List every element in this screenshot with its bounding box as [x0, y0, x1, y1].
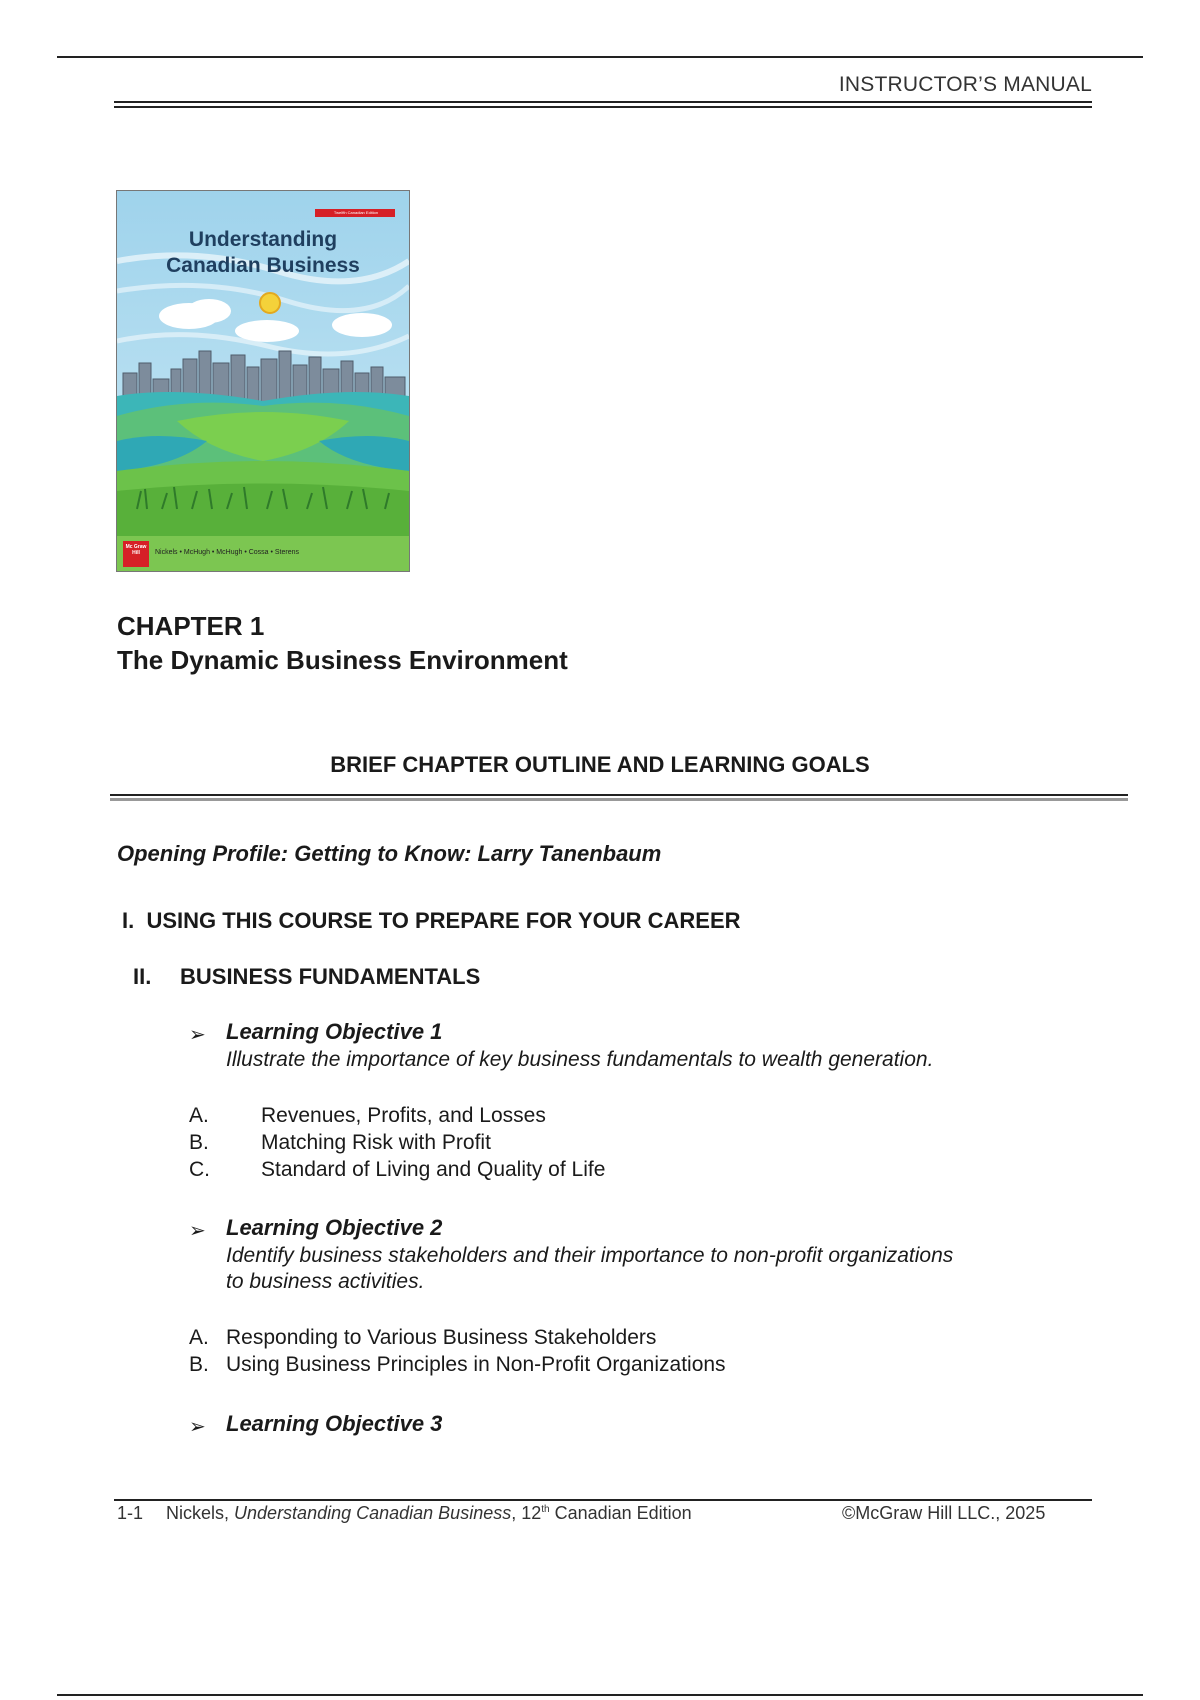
lo2-label: Learning Objective 2 — [226, 1215, 443, 1240]
lo1-item-a-letter: A. — [189, 1104, 209, 1127]
footer-edition-text: Canadian Edition — [549, 1503, 692, 1523]
opening-profile: Opening Profile: Getting to Know: Larry Tanenbaum — [117, 841, 662, 866]
lo1-item-c-text: Standard of Living and Quality of Life — [261, 1158, 606, 1181]
top-rule — [57, 56, 1143, 58]
outline-rule-bottom — [110, 798, 1128, 801]
bottom-rule — [57, 1694, 1143, 1696]
lo1-item-b-text: Matching Risk with Profit — [261, 1131, 491, 1154]
footer-citation — [166, 1503, 692, 1524]
lo1-arrow-icon: ➢ — [189, 1024, 206, 1046]
footer-page-number: 1-1 — [117, 1503, 144, 1523]
footer-edition-number: , 12 — [511, 1503, 542, 1523]
section-1-heading: I. USING THIS COURSE TO PREPARE FOR YOUR CAREER — [122, 908, 741, 933]
section-2-number: II. — [133, 964, 152, 989]
cover-edition-badge: Twelfth Canadian Edition — [333, 210, 379, 215]
lo3-label: Learning Objective 3 — [226, 1411, 443, 1436]
section-2-title: BUSINESS FUNDAMENTALS — [180, 964, 481, 989]
lo2-item-b-text: Using Business Principles in Non-Profit Organizations — [226, 1353, 726, 1376]
lo1-item-b-letter: B. — [189, 1131, 209, 1154]
sun-icon — [260, 293, 280, 313]
footer-copyright: ©McGraw Hill LLC., 2025 — [842, 1503, 1046, 1523]
header-double-rule-top — [114, 101, 1092, 103]
cover-authors: Nickels • McHugh • McHugh • Cossa • Sterens — [155, 549, 300, 556]
lo2-arrow-icon: ➢ — [189, 1220, 206, 1242]
cover-title-line2: Canadian Business — [166, 254, 360, 277]
lo1-label: Learning Objective 1 — [226, 1019, 443, 1044]
footer-author: Nickels, — [166, 1503, 230, 1523]
lo1-item-a-text: Revenues, Profits, and Losses — [261, 1104, 546, 1127]
header-double-rule-bottom — [114, 106, 1092, 108]
lo1-item-c-letter: C. — [189, 1158, 210, 1181]
header-title: INSTRUCTOR’S MANUAL — [838, 73, 1092, 96]
chapter-number: CHAPTER 1 — [117, 611, 265, 641]
lo2-item-a-text: Responding to Various Business Stakeholders — [226, 1326, 657, 1349]
lo2-description-line2: to business activities. — [226, 1270, 425, 1293]
lo1-description: Illustrate the importance of key business fundamentals to wealth generation. — [226, 1048, 934, 1071]
lo2-description-line1: Identify business stakeholders and their importance to non-profit organizations — [226, 1244, 954, 1267]
cover-title-line1: Understanding — [188, 228, 338, 251]
publisher-logo-text: Mc Graw Hill — [125, 544, 147, 556]
footer-edition-suffix: th — [541, 1504, 550, 1515]
outline-heading: BRIEF CHAPTER OUTLINE AND LEARNING GOALS — [330, 752, 870, 777]
cover-title — [117, 227, 409, 279]
lo2-item-a-letter: A. — [189, 1326, 209, 1349]
book-cover-image — [116, 190, 410, 572]
footer-book-title: Understanding Canadian Business — [234, 1503, 512, 1523]
footer-rule — [114, 1499, 1092, 1501]
chapter-title: The Dynamic Business Environment — [117, 645, 568, 675]
outline-rule-top — [110, 794, 1128, 796]
lo2-item-b-letter: B. — [189, 1353, 209, 1376]
lo3-arrow-icon: ➢ — [189, 1416, 206, 1438]
